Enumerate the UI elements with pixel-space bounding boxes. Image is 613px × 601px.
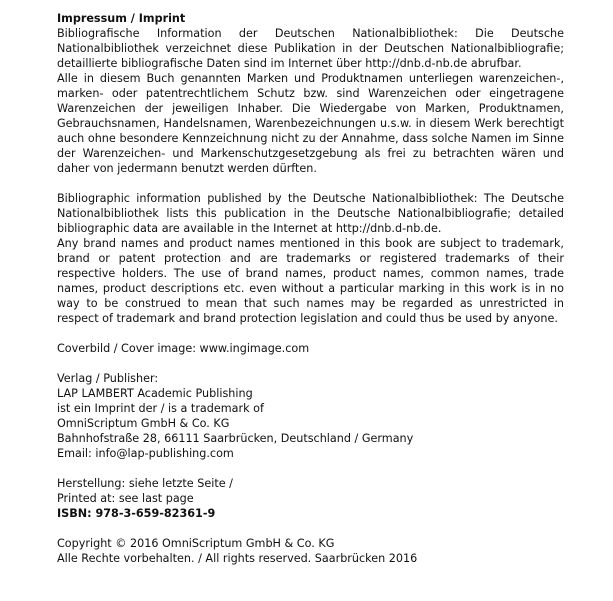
publisher-company: OmniScriptum GmbH & Co. KG bbox=[57, 417, 230, 430]
publisher-email: Email: info@lap-publishing.com bbox=[57, 447, 234, 460]
cover-image-credit: Coverbild / Cover image: www.ingimage.com bbox=[57, 342, 310, 355]
english-bibliographic-info: Bibliographic information published by the Deutsche Nationalbibliothek: The Deutsche Nationalbibliothek lists this publication in the Deutsche Nationalbibliografie; detailed bibliographic data are available in the Internet at http://dnb.d-nb.de. bbox=[57, 192, 564, 235]
copyright-line-1: Copyright © 2016 OmniScriptum GmbH & Co. KG bbox=[57, 537, 335, 550]
english-trademark-notice: Any brand names and product names mentioned in this book are subject to trademark, brand or patent protection and are trademarks or registered trademarks of their respective holders. The use of brand names, product names, common names, trade names, product descriptions etc. even without a particular marking in this work is in no way to be construed to mean that such names may be regarded as unrestricted in respect of trademark and brand protection legislation and could thus be used by anyone. bbox=[57, 237, 564, 325]
imprint-heading: Impressum / Imprint bbox=[57, 12, 186, 25]
isbn: ISBN: 978-3-659-82361-9 bbox=[57, 507, 216, 520]
printing-note-line-2: Printed at: see last page bbox=[57, 492, 194, 505]
german-trademark-notice: Alle in diesem Buch genannten Marken und Produktnamen unterliegen warenzeichen-, marken- oder patentrechtlichem Schutz bzw. sind Warenzeichen oder eingetragene Warenzeichen der jeweiligen Inhaber. Die Wiedergabe von Marken, Produktnamen, Gebrauchsnamen, Handelsnamen, Warenbezeichnungen u.s.w. in diesem Werk berechtigt auch ohne besondere Kennzeichnung nicht zu der Annahme, dass solche Namen im Sinne der Warenzeichen- und Markenschutzgesetzgebung als frei zu betrachten wären und daher von jedermann benutzt werden dürften. bbox=[57, 72, 564, 175]
publisher-name: LAP LAMBERT Academic Publishing bbox=[57, 387, 253, 400]
publisher-address: Bahnhofstraße 28, 66111 Saarbrücken, Deutschland / Germany bbox=[57, 432, 414, 445]
copyright-line-2: Alle Rechte vorbehalten. / All rights reserved. Saarbrücken 2016 bbox=[57, 552, 418, 565]
printing-note-line-1: Herstellung: siehe letzte Seite / bbox=[57, 477, 233, 490]
german-bibliographic-info: Bibliografische Information der Deutschen Nationalbibliothek: Die Deutsche Nationalbibliothek verzeichnet diese Publikation in der Deutschen Nationalbibliografie; detaillierte bibliografische Daten sind im Internet über http://dnb.d-nb.de abrufbar. bbox=[57, 27, 564, 70]
imprint-page bbox=[57, 11, 564, 566]
publisher-imprint-note: ist ein Imprint der / is a trademark of bbox=[57, 402, 264, 415]
publisher-label: Verlag / Publisher: bbox=[57, 372, 159, 385]
